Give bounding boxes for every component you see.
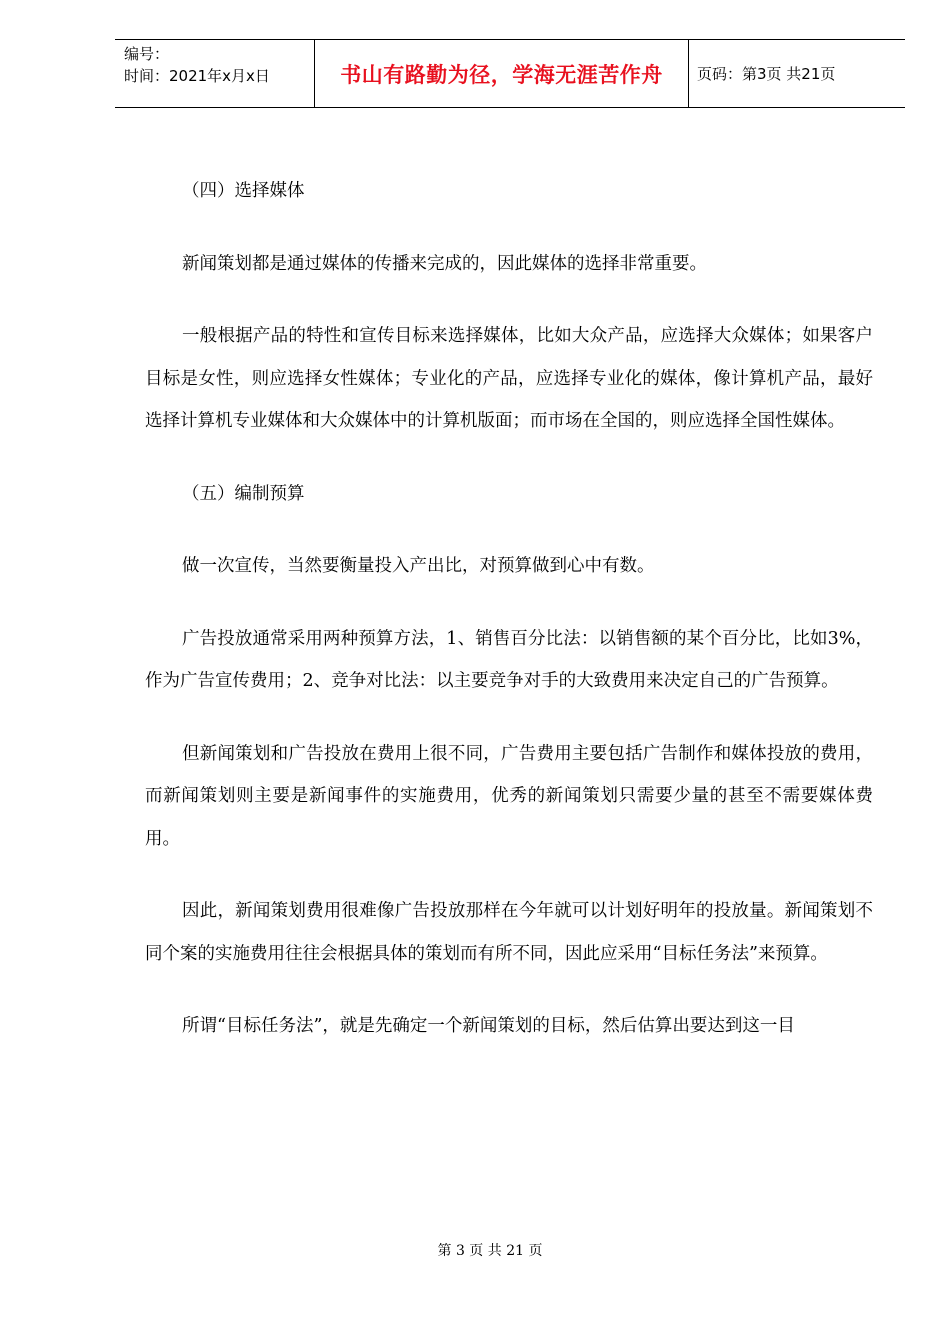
header-motto-cell <box>315 40 689 107</box>
document-header <box>115 39 905 108</box>
document-body <box>145 170 873 1078</box>
section-heading: （五）编制预算 <box>182 483 305 504</box>
page-footer <box>0 1240 950 1260</box>
header-meta-cell <box>115 40 315 107</box>
paragraph: 新闻策划都是通过媒体的传播来完成的，因此媒体的选择非常重要。 <box>182 253 707 274</box>
paragraph: 做一次宣传，当然要衡量投入产出比，对预算做到心中有数。 <box>182 556 655 576</box>
header-page-cell <box>689 40 905 107</box>
page-info: 页码：第3页 共21页 <box>697 65 836 83</box>
section-heading: （四）选择媒体 <box>182 181 305 201</box>
paragraph: 所谓“目标任务法”，就是先确定一个新闻策划的目标，然后估算出要达到这一目 <box>182 1016 795 1036</box>
motto-text: 书山有路勤为径，学海无涯苦作舟 <box>340 62 663 87</box>
paragraph: 一般根据产品的特性和宣传目标来选择媒体，比如大众产品，应选择大众媒体；如果客户目标是女性，则应选择女性媒体；专业化的产品，应选择专业化的媒体，像计算机产品，最好选择计算机专业媒体和大众媒体中的计算机版面；而市场在全国的，则应选择全国性媒体。 <box>145 326 873 431</box>
paragraph: 但新闻策划和广告投放在费用上很不同，广告费用主要包括广告制作和媒体投放的费用，而新闻策划则主要是新闻事件的实施费用，优秀的新闻策划只需要少量的甚至不需要媒体费用。 <box>145 743 873 849</box>
paragraph: 因此，新闻策划费用很难像广告投放那样在今年就可以计划好明年的投放量。新闻策划不同个案的实施费用往往会根据具体的策划而有所不同，因此应采用“目标任务法”来预算。 <box>145 901 873 964</box>
paragraph: 广告投放通常采用两种预算方法，1、销售百分比法：以销售额的某个百分比，比如3%，作为广告宣传费用；2、竞争对比法：以主要竞争对手的大致费用来决定自己的广告预算。 <box>145 628 873 691</box>
serial-label: 编号： <box>124 45 170 63</box>
footer-page-number: 第 3 页 共 21 页 <box>437 1243 543 1259</box>
time-label: 时间：2021年x月x日 <box>124 67 270 85</box>
